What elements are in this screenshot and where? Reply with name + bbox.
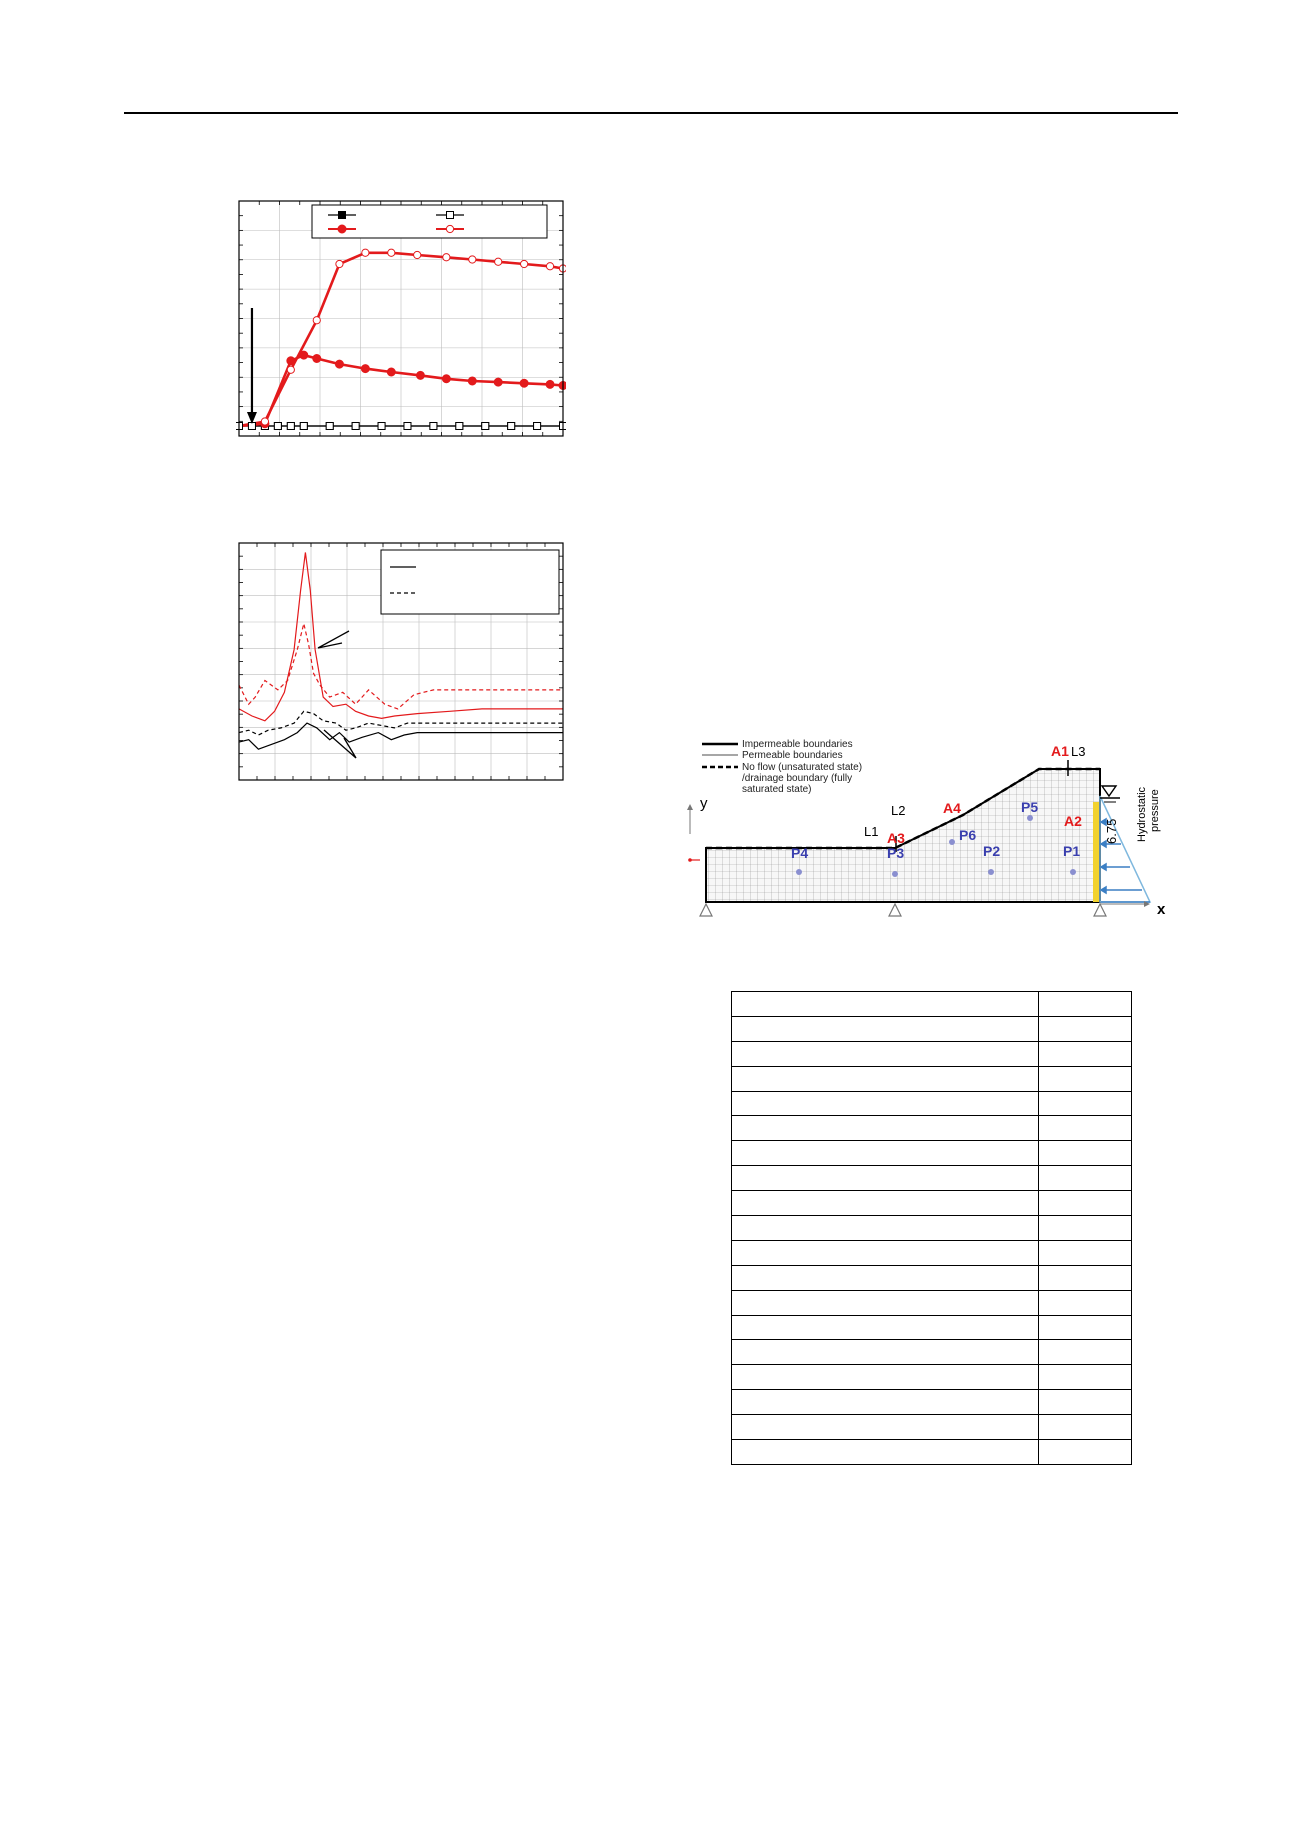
table-row xyxy=(732,1066,1132,1091)
supports xyxy=(700,904,1106,916)
header-rule xyxy=(124,112,1178,114)
table-cell-value xyxy=(1038,1216,1131,1241)
table-cell-parameter xyxy=(732,1066,1039,1091)
point-p3: P3 xyxy=(887,845,905,861)
table-cell-value xyxy=(1038,992,1131,1017)
axis-y-label: y xyxy=(700,795,708,812)
point-a1: A1 xyxy=(1051,743,1069,759)
table-cell-value xyxy=(1038,1340,1131,1365)
table-row xyxy=(732,1390,1132,1415)
table-cell-value xyxy=(1038,1141,1131,1166)
table-row xyxy=(732,1116,1132,1141)
data-point-s4 xyxy=(443,254,450,261)
table-cell-value xyxy=(1038,1290,1131,1315)
table-cell-value xyxy=(1038,1041,1131,1066)
table-row xyxy=(732,1240,1132,1265)
table-row xyxy=(732,1166,1132,1191)
table-cell-parameter xyxy=(732,1340,1039,1365)
data-point-s3 xyxy=(494,378,502,386)
dimension-label: 6.75 xyxy=(1104,818,1119,844)
data-point-s3 xyxy=(287,357,295,365)
table-cell-parameter xyxy=(732,1091,1039,1116)
table-cell-value xyxy=(1038,1390,1131,1415)
table-row xyxy=(732,1216,1132,1241)
data-point-s4 xyxy=(414,251,421,258)
table-cell-parameter xyxy=(732,1141,1039,1166)
data-point-s3 xyxy=(546,380,554,388)
data-point-s4 xyxy=(362,249,369,256)
data-point-s2 xyxy=(274,423,281,430)
table-cell-parameter xyxy=(732,1265,1039,1290)
table-cell-value xyxy=(1038,1116,1131,1141)
chart-upper-svg xyxy=(236,198,566,439)
table-cell-parameter xyxy=(732,1365,1039,1390)
legend-marker xyxy=(339,212,346,219)
data-point-s2 xyxy=(482,423,489,430)
point-p5: P5 xyxy=(1021,799,1039,815)
table-cell-value xyxy=(1038,1315,1131,1340)
point-p2: P2 xyxy=(983,843,1001,859)
table-cell-parameter xyxy=(732,1390,1039,1415)
table-cell-value xyxy=(1038,1091,1131,1116)
table-cell-value xyxy=(1038,1240,1131,1265)
table-cell-parameter xyxy=(732,1016,1039,1041)
data-point-s3 xyxy=(335,360,343,368)
parameter-table xyxy=(731,991,1132,1465)
data-point-s2 xyxy=(287,423,294,430)
table-row xyxy=(732,1091,1132,1116)
table-row xyxy=(732,1440,1132,1465)
point-p4: P4 xyxy=(791,845,809,861)
data-point-s4 xyxy=(495,258,502,265)
point-p6: P6 xyxy=(959,827,977,843)
table-cell-parameter xyxy=(732,1315,1039,1340)
data-point-s3 xyxy=(468,377,476,385)
data-point-s3 xyxy=(520,379,528,387)
table-cell-value xyxy=(1038,1191,1131,1216)
legend-noflow-2: /drainage boundary (fully xyxy=(742,773,853,784)
data-point-s2 xyxy=(508,423,515,430)
data-point-s2 xyxy=(378,423,385,430)
chart-upper xyxy=(236,198,566,439)
table-cell-parameter xyxy=(732,1440,1039,1465)
table-row xyxy=(732,1365,1132,1390)
table-cell-parameter xyxy=(732,992,1039,1017)
data-point-s3 xyxy=(387,368,395,376)
table-cell-value xyxy=(1038,1365,1131,1390)
table-row xyxy=(732,1340,1132,1365)
table-cell-parameter xyxy=(732,1166,1039,1191)
table-cell-value xyxy=(1038,1440,1131,1465)
diagram-legend xyxy=(702,739,862,795)
data-point-s4 xyxy=(521,260,528,267)
drainage-strip xyxy=(1093,802,1099,902)
point-a2: A2 xyxy=(1064,813,1082,829)
chart-lower xyxy=(236,540,566,783)
legend-box xyxy=(381,550,559,614)
data-point-s4 xyxy=(546,263,553,270)
slope-model-svg xyxy=(680,724,1180,926)
legend-box xyxy=(312,205,547,238)
axis-x-label: x xyxy=(1157,901,1166,918)
table-cell-value xyxy=(1038,1415,1131,1440)
data-point-s4 xyxy=(261,418,268,425)
data-point-s3 xyxy=(416,371,424,379)
data-point-s4 xyxy=(469,256,476,263)
data-point-s2 xyxy=(456,423,463,430)
legend-noflow-1: No flow (unsaturated state) xyxy=(742,762,863,773)
legend-marker xyxy=(447,212,454,219)
point-a3: A3 xyxy=(887,830,905,846)
pressure-label-2: pressure xyxy=(1149,789,1161,832)
table-row xyxy=(732,1315,1132,1340)
label-l1: L1 xyxy=(864,824,879,839)
data-point-s3 xyxy=(300,351,308,359)
legend-impermeable: Impermeable boundaries xyxy=(742,739,853,750)
legend-marker xyxy=(446,225,453,232)
left-boundary-arrow xyxy=(688,858,700,862)
table-cell-parameter xyxy=(732,1415,1039,1440)
point-p1: P1 xyxy=(1063,843,1081,859)
table-cell-parameter xyxy=(732,1216,1039,1241)
table-cell-value xyxy=(1038,1066,1131,1091)
table-cell-parameter xyxy=(732,1240,1039,1265)
table-cell-value xyxy=(1038,1166,1131,1191)
table-row xyxy=(732,1290,1132,1315)
table-cell-value xyxy=(1038,1265,1131,1290)
data-point-s3 xyxy=(442,375,450,383)
legend-permeable: Permeable boundaries xyxy=(742,750,843,761)
water-level-icon xyxy=(1100,786,1120,802)
point-a4: A4 xyxy=(943,800,961,816)
data-point-s2 xyxy=(326,423,333,430)
table-row xyxy=(732,1016,1132,1041)
legend-marker xyxy=(338,225,346,233)
data-point-s4 xyxy=(388,249,395,256)
data-point-s2 xyxy=(352,423,359,430)
table-row xyxy=(732,1191,1132,1216)
label-l2: L2 xyxy=(891,803,906,818)
data-point-s4 xyxy=(287,366,294,373)
table-cell-parameter xyxy=(732,1041,1039,1066)
table-cell-value xyxy=(1038,1016,1131,1041)
chart-lower-svg xyxy=(236,540,566,783)
data-point-s2 xyxy=(300,423,307,430)
data-point-s4 xyxy=(336,260,343,267)
table-row xyxy=(732,1141,1132,1166)
parameter-table-grid xyxy=(731,991,1132,1465)
data-point-s2 xyxy=(430,423,437,430)
table-row xyxy=(732,992,1132,1017)
data-point-s4 xyxy=(313,317,320,324)
data-point-s3 xyxy=(361,365,369,373)
table-row xyxy=(732,1265,1132,1290)
data-point-s3 xyxy=(313,355,321,363)
legend-noflow-3: saturated state) xyxy=(742,784,812,795)
slope-model-figure xyxy=(680,724,1180,926)
pressure-label-1: Hydrostatic xyxy=(1136,786,1148,842)
label-l3: L3 xyxy=(1071,744,1086,759)
data-point-s2 xyxy=(534,423,541,430)
table-cell-parameter xyxy=(732,1191,1039,1216)
table-cell-parameter xyxy=(732,1116,1039,1141)
data-point-s2 xyxy=(404,423,411,430)
table-cell-parameter xyxy=(732,1290,1039,1315)
table-row xyxy=(732,1415,1132,1440)
table-row xyxy=(732,1041,1132,1066)
